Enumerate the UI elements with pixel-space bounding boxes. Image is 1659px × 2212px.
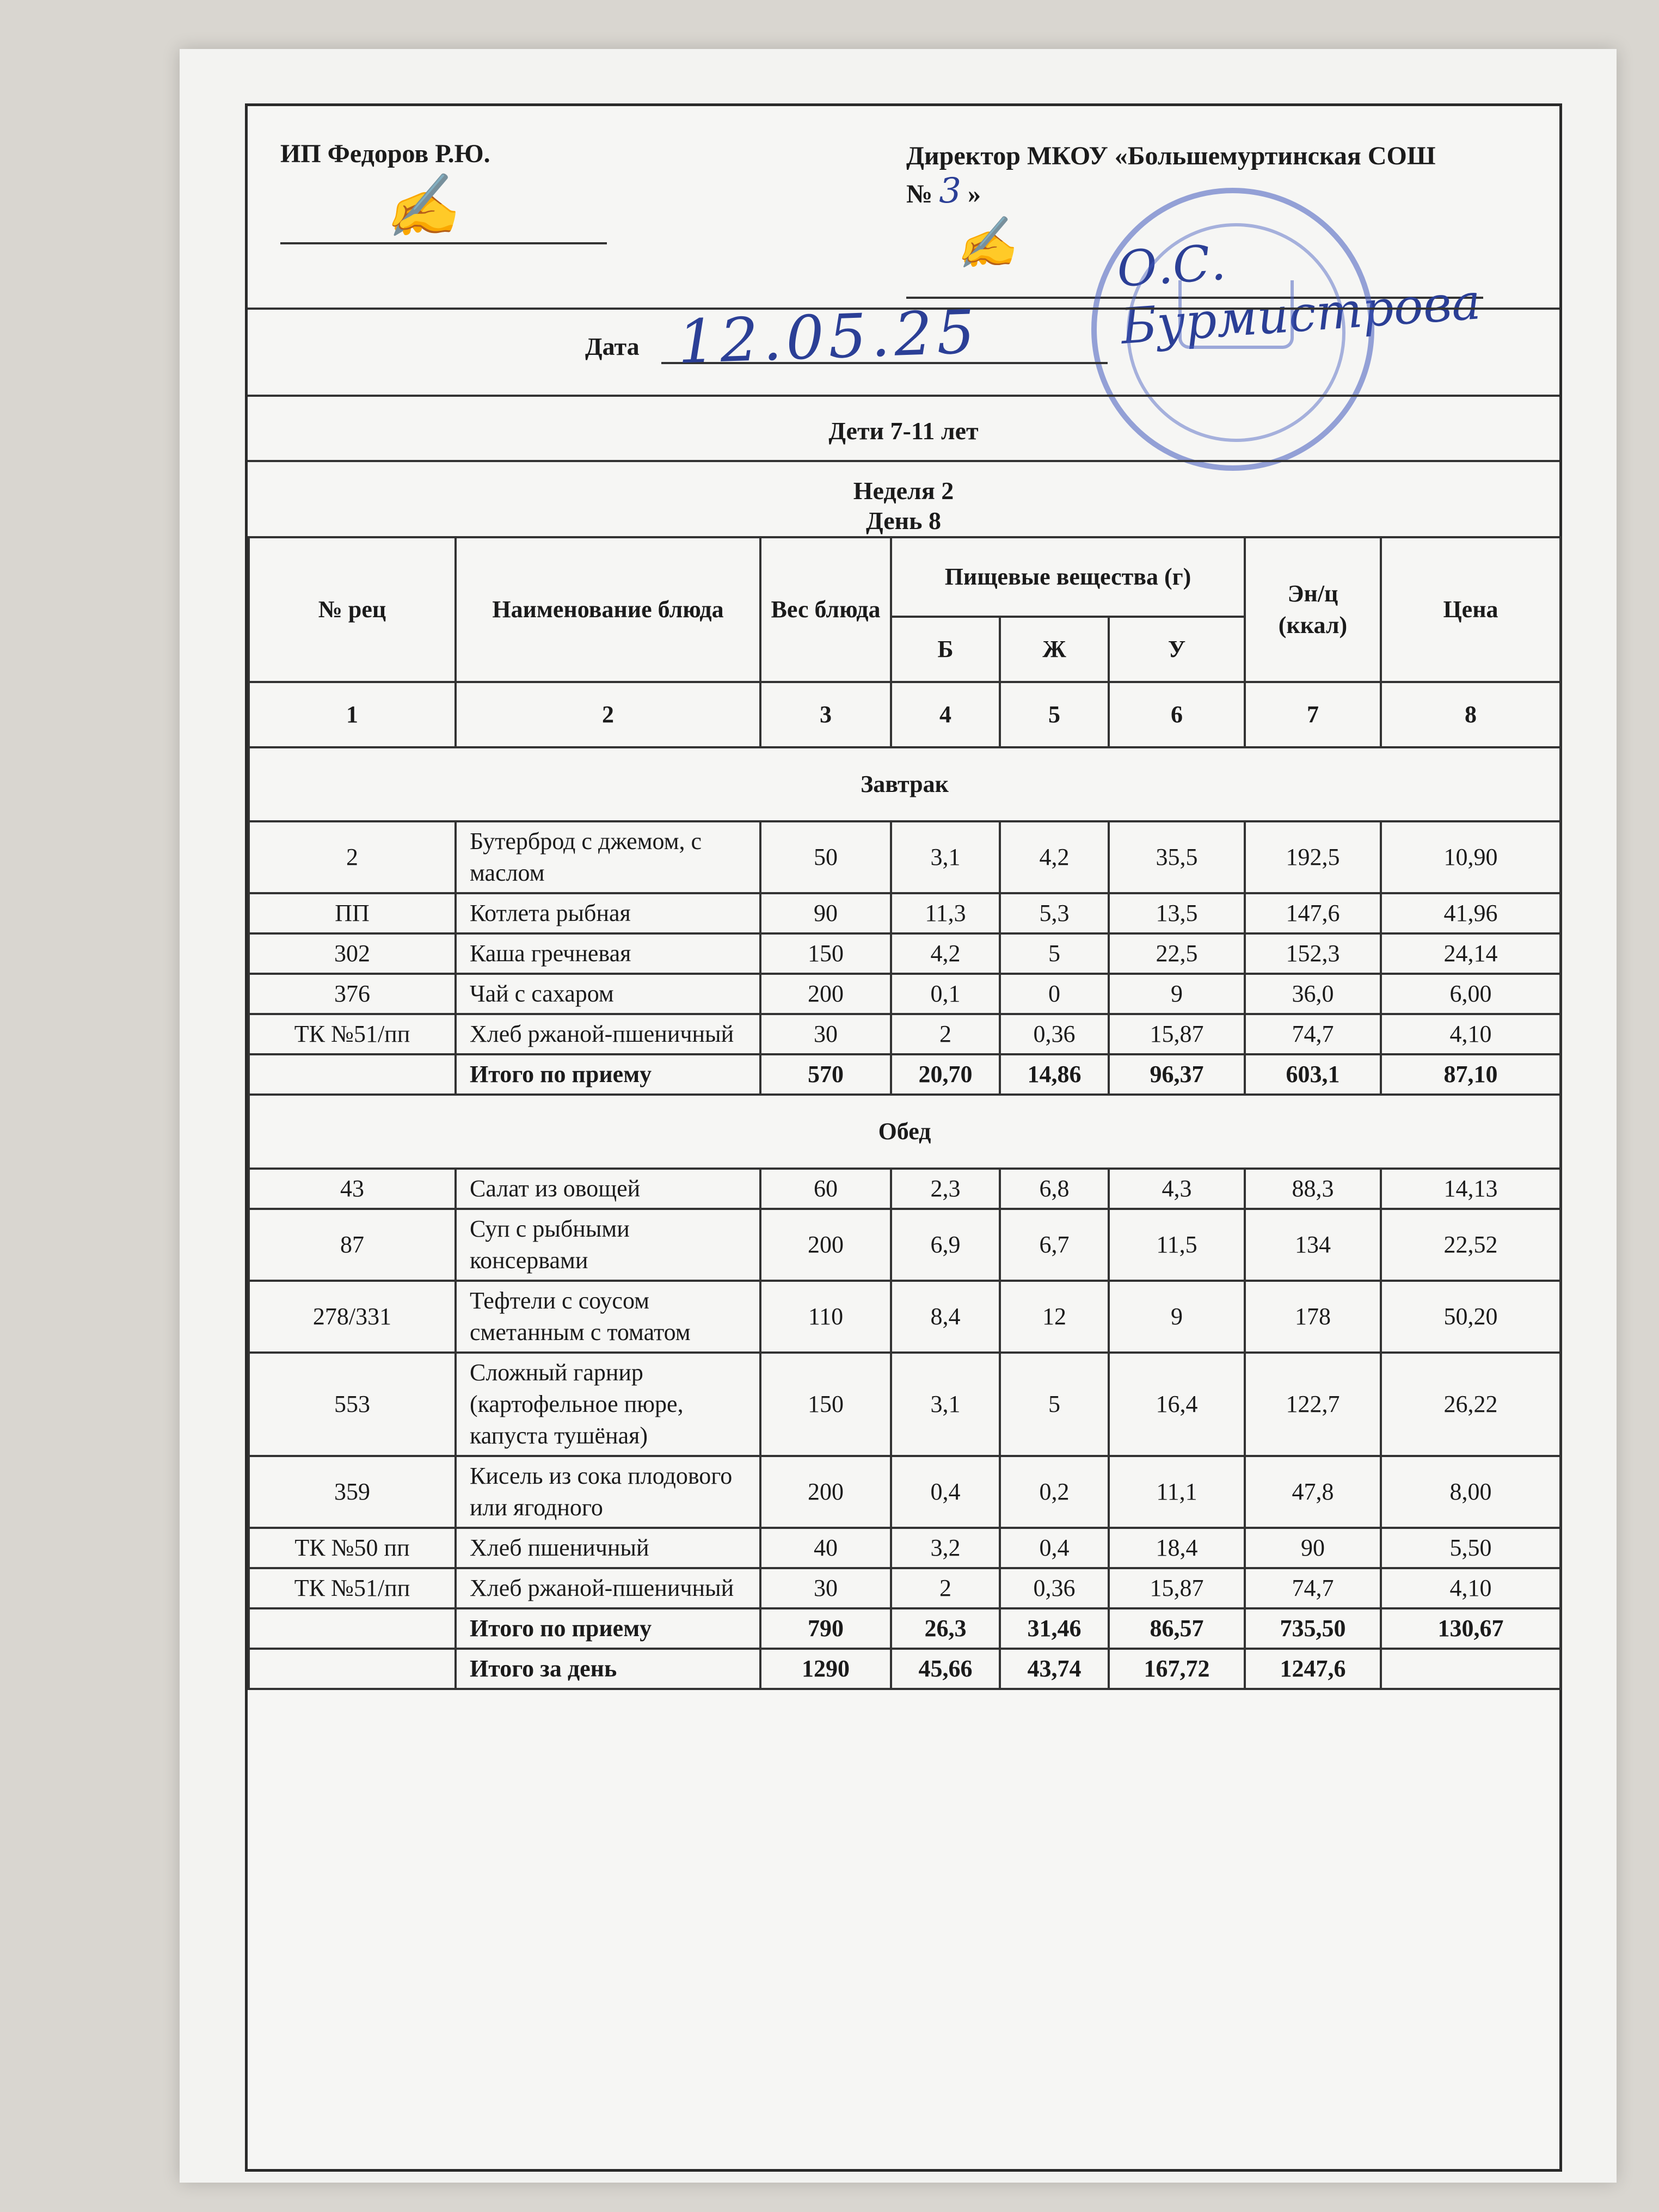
carbs-cell: 35,5 bbox=[1109, 821, 1245, 893]
total-price: 87,10 bbox=[1381, 1054, 1560, 1095]
day-total-weight: 1290 bbox=[760, 1649, 891, 1689]
energy-cell: 88,3 bbox=[1245, 1169, 1381, 1209]
dish-name-cell: Хлеб ржаной-пшеничный bbox=[456, 1014, 760, 1054]
rec-cell: ТК №50 пп bbox=[249, 1528, 456, 1568]
total-protein: 26,3 bbox=[891, 1608, 1000, 1649]
dish-name-cell: Хлеб пшеничный bbox=[456, 1528, 760, 1568]
total-protein: 20,70 bbox=[891, 1054, 1000, 1095]
rec-cell: 87 bbox=[249, 1209, 456, 1281]
protein-cell: 3,2 bbox=[891, 1528, 1000, 1568]
divider bbox=[248, 460, 1559, 462]
carbs-cell: 22,5 bbox=[1109, 933, 1245, 974]
total-price: 130,67 bbox=[1381, 1608, 1560, 1649]
rec-cell: ПП bbox=[249, 893, 456, 933]
bottom-blank-area bbox=[248, 2071, 1559, 2169]
price-cell: 24,14 bbox=[1381, 933, 1560, 974]
table-row bbox=[249, 1568, 1560, 1608]
carbs-cell: 18,4 bbox=[1109, 1528, 1245, 1568]
rec-cell: 278/331 bbox=[249, 1281, 456, 1353]
director-title bbox=[906, 139, 1436, 212]
price-cell: 5,50 bbox=[1381, 1528, 1560, 1568]
protein-cell: 4,2 bbox=[891, 933, 1000, 974]
lunch-section bbox=[249, 1095, 1560, 1689]
table-row bbox=[249, 1014, 1560, 1054]
header-fat: Ж bbox=[1000, 617, 1109, 682]
fat-cell: 6,7 bbox=[1000, 1209, 1109, 1281]
table-row bbox=[249, 933, 1560, 974]
total-carbs: 96,37 bbox=[1109, 1054, 1245, 1095]
total-energy: 735,50 bbox=[1245, 1608, 1381, 1649]
weight-cell: 200 bbox=[760, 1456, 891, 1528]
table-row bbox=[249, 1353, 1560, 1456]
energy-cell: 122,7 bbox=[1245, 1353, 1381, 1456]
menu-document bbox=[245, 103, 1562, 2172]
price-cell: 4,10 bbox=[1381, 1568, 1560, 1608]
fat-cell: 5 bbox=[1000, 1353, 1109, 1456]
weight-cell: 150 bbox=[760, 933, 891, 974]
fat-cell: 0,36 bbox=[1000, 1568, 1109, 1608]
weight-cell: 30 bbox=[760, 1568, 891, 1608]
date-label: Дата bbox=[585, 333, 640, 360]
supplier-signature-line bbox=[280, 242, 607, 244]
header-name: Наименование блюда bbox=[456, 537, 760, 682]
energy-cell: 36,0 bbox=[1245, 974, 1381, 1014]
header-rec: № рец bbox=[249, 537, 456, 682]
table-row bbox=[249, 1528, 1560, 1568]
table-row bbox=[249, 1209, 1560, 1281]
table-row bbox=[249, 821, 1560, 893]
week-label: Неделя 2 bbox=[853, 477, 954, 505]
fat-cell: 5,3 bbox=[1000, 893, 1109, 933]
carbs-cell: 15,87 bbox=[1109, 1014, 1245, 1054]
day-label: День 8 bbox=[866, 507, 941, 534]
energy-cell: 47,8 bbox=[1245, 1456, 1381, 1528]
breakfast-total-row bbox=[249, 1054, 1560, 1095]
carbs-cell: 9 bbox=[1109, 1281, 1245, 1353]
carbs-cell: 9 bbox=[1109, 974, 1245, 1014]
total-fat: 14,86 bbox=[1000, 1054, 1109, 1095]
column-number: 4 bbox=[891, 682, 1000, 747]
date-value: 12.05.25 bbox=[676, 297, 980, 377]
total-label: Итого по приему bbox=[456, 1608, 760, 1649]
dish-name-cell: Бутерброд с джемом, с маслом bbox=[456, 821, 760, 893]
table-row bbox=[249, 1169, 1560, 1209]
weight-cell: 110 bbox=[760, 1281, 891, 1353]
energy-cell: 152,3 bbox=[1245, 933, 1381, 974]
age-group: Дети 7-11 лет bbox=[828, 417, 979, 445]
table-row bbox=[249, 1456, 1560, 1528]
empty-cell bbox=[249, 1649, 456, 1689]
day-total-fat: 43,74 bbox=[1000, 1649, 1109, 1689]
column-number: 6 bbox=[1109, 682, 1245, 747]
weight-cell: 60 bbox=[760, 1169, 891, 1209]
weight-cell: 200 bbox=[760, 1209, 891, 1281]
price-cell: 41,96 bbox=[1381, 893, 1560, 933]
section-title-lunch: Обед bbox=[249, 1095, 1560, 1169]
divider bbox=[248, 395, 1559, 397]
carbs-cell: 13,5 bbox=[1109, 893, 1245, 933]
carbs-cell: 4,3 bbox=[1109, 1169, 1245, 1209]
price-cell: 4,10 bbox=[1381, 1014, 1560, 1054]
price-cell: 8,00 bbox=[1381, 1456, 1560, 1528]
protein-cell: 2 bbox=[891, 1568, 1000, 1608]
price-cell: 22,52 bbox=[1381, 1209, 1560, 1281]
weight-cell: 90 bbox=[760, 893, 891, 933]
section-title-breakfast: Завтрак bbox=[249, 747, 1560, 821]
price-cell: 26,22 bbox=[1381, 1353, 1560, 1456]
energy-cell: 147,6 bbox=[1245, 893, 1381, 933]
rec-cell: 2 bbox=[249, 821, 456, 893]
total-weight: 570 bbox=[760, 1054, 891, 1095]
day-total-energy: 1247,6 bbox=[1245, 1649, 1381, 1689]
director-title-line1: Директор МКОУ «Большемуртинская СОШ bbox=[906, 142, 1436, 170]
protein-cell: 11,3 bbox=[891, 893, 1000, 933]
menu-table bbox=[248, 536, 1562, 1690]
empty-cell bbox=[249, 1054, 456, 1095]
column-number: 3 bbox=[760, 682, 891, 747]
rec-cell: 553 bbox=[249, 1353, 456, 1456]
weight-cell: 150 bbox=[760, 1353, 891, 1456]
fat-cell: 0 bbox=[1000, 974, 1109, 1014]
stamp-book-emblem bbox=[1178, 280, 1294, 349]
protein-cell: 2,3 bbox=[891, 1169, 1000, 1209]
director-name-handwritten: О.С. Бурмистрова bbox=[1115, 234, 1483, 355]
header-nutrients: Пищевые вещества (г) bbox=[891, 537, 1245, 617]
dish-name-cell: Котлета рыбная bbox=[456, 893, 760, 933]
carbs-cell: 11,5 bbox=[1109, 1209, 1245, 1281]
dish-name-cell: Хлеб ржаной-пшеничный bbox=[456, 1568, 760, 1608]
weight-cell: 200 bbox=[760, 974, 891, 1014]
rec-cell: ТК №51/пп bbox=[249, 1568, 456, 1608]
protein-cell: 6,9 bbox=[891, 1209, 1000, 1281]
dish-name-cell: Тефтели с соусом сметанным с томатом bbox=[456, 1281, 760, 1353]
column-number: 1 bbox=[249, 682, 456, 747]
dish-name-cell: Каша гречневая bbox=[456, 933, 760, 974]
carbs-cell: 15,87 bbox=[1109, 1568, 1245, 1608]
protein-cell: 8,4 bbox=[891, 1281, 1000, 1353]
header-energy: Эн/ц (ккал) bbox=[1245, 537, 1381, 682]
price-cell: 6,00 bbox=[1381, 974, 1560, 1014]
dish-name-cell: Кисель из сока плодового или ягодного bbox=[456, 1456, 760, 1528]
paper-sheet bbox=[180, 49, 1617, 2183]
header-price: Цена bbox=[1381, 537, 1560, 682]
protein-cell: 0,1 bbox=[891, 974, 1000, 1014]
school-number-suffix: » bbox=[967, 180, 981, 208]
fat-cell: 0,36 bbox=[1000, 1014, 1109, 1054]
fat-cell: 4,2 bbox=[1000, 821, 1109, 893]
protein-cell: 0,4 bbox=[891, 1456, 1000, 1528]
day-total-carbs: 167,72 bbox=[1109, 1649, 1245, 1689]
school-number-label: № bbox=[906, 180, 933, 208]
supplier-signature: ✍ bbox=[381, 169, 461, 244]
breakfast-section bbox=[249, 747, 1560, 1095]
rec-cell: ТК №51/пп bbox=[249, 1014, 456, 1054]
protein-cell: 3,1 bbox=[891, 821, 1000, 893]
fat-cell: 0,2 bbox=[1000, 1456, 1109, 1528]
price-cell: 14,13 bbox=[1381, 1169, 1560, 1209]
energy-cell: 74,7 bbox=[1245, 1568, 1381, 1608]
dish-name-cell: Салат из овощей bbox=[456, 1169, 760, 1209]
fat-cell: 5 bbox=[1000, 933, 1109, 974]
dish-name-cell: Сложный гарнир (картофельное пюре, капуста тушёная) bbox=[456, 1353, 760, 1456]
total-weight: 790 bbox=[760, 1608, 891, 1649]
price-cell: 10,90 bbox=[1381, 821, 1560, 893]
day-total-label: Итого за день bbox=[456, 1649, 760, 1689]
table-row bbox=[249, 974, 1560, 1014]
price-cell: 50,20 bbox=[1381, 1281, 1560, 1353]
rec-cell: 359 bbox=[249, 1456, 456, 1528]
header-protein: Б bbox=[891, 617, 1000, 682]
carbs-cell: 16,4 bbox=[1109, 1353, 1245, 1456]
day-total-price bbox=[1381, 1649, 1560, 1689]
column-number: 2 bbox=[456, 682, 760, 747]
day-total-row bbox=[249, 1649, 1560, 1689]
fat-cell: 12 bbox=[1000, 1281, 1109, 1353]
rec-cell: 302 bbox=[249, 933, 456, 974]
protein-cell: 3,1 bbox=[891, 1353, 1000, 1456]
director-signature: ✍ bbox=[953, 213, 1018, 274]
column-number: 7 bbox=[1245, 682, 1381, 747]
dish-name-cell: Чай с сахаром bbox=[456, 974, 760, 1014]
weight-cell: 30 bbox=[760, 1014, 891, 1054]
header-carbs: У bbox=[1109, 617, 1245, 682]
energy-cell: 178 bbox=[1245, 1281, 1381, 1353]
carbs-cell: 11,1 bbox=[1109, 1456, 1245, 1528]
lunch-total-row bbox=[249, 1608, 1560, 1649]
protein-cell: 2 bbox=[891, 1014, 1000, 1054]
total-carbs: 86,57 bbox=[1109, 1608, 1245, 1649]
total-fat: 31,46 bbox=[1000, 1608, 1109, 1649]
total-energy: 603,1 bbox=[1245, 1054, 1381, 1095]
school-number-value: 3 bbox=[939, 171, 961, 211]
column-number: 8 bbox=[1381, 682, 1560, 747]
table-row bbox=[249, 1281, 1560, 1353]
energy-cell: 192,5 bbox=[1245, 821, 1381, 893]
energy-cell: 74,7 bbox=[1245, 1014, 1381, 1054]
energy-cell: 90 bbox=[1245, 1528, 1381, 1568]
fat-cell: 6,8 bbox=[1000, 1169, 1109, 1209]
supplier-title: ИП Федоров Р.Ю. bbox=[280, 139, 490, 168]
column-number: 5 bbox=[1000, 682, 1109, 747]
total-label: Итого по приему bbox=[456, 1054, 760, 1095]
header-weight: Вес блюда bbox=[760, 537, 891, 682]
day-total-protein: 45,66 bbox=[891, 1649, 1000, 1689]
empty-cell bbox=[249, 1608, 456, 1649]
table-row bbox=[249, 893, 1560, 933]
rec-cell: 376 bbox=[249, 974, 456, 1014]
fat-cell: 0,4 bbox=[1000, 1528, 1109, 1568]
weight-cell: 50 bbox=[760, 821, 891, 893]
energy-cell: 134 bbox=[1245, 1209, 1381, 1281]
weight-cell: 40 bbox=[760, 1528, 891, 1568]
rec-cell: 43 bbox=[249, 1169, 456, 1209]
dish-name-cell: Суп с рыбными консервами bbox=[456, 1209, 760, 1281]
